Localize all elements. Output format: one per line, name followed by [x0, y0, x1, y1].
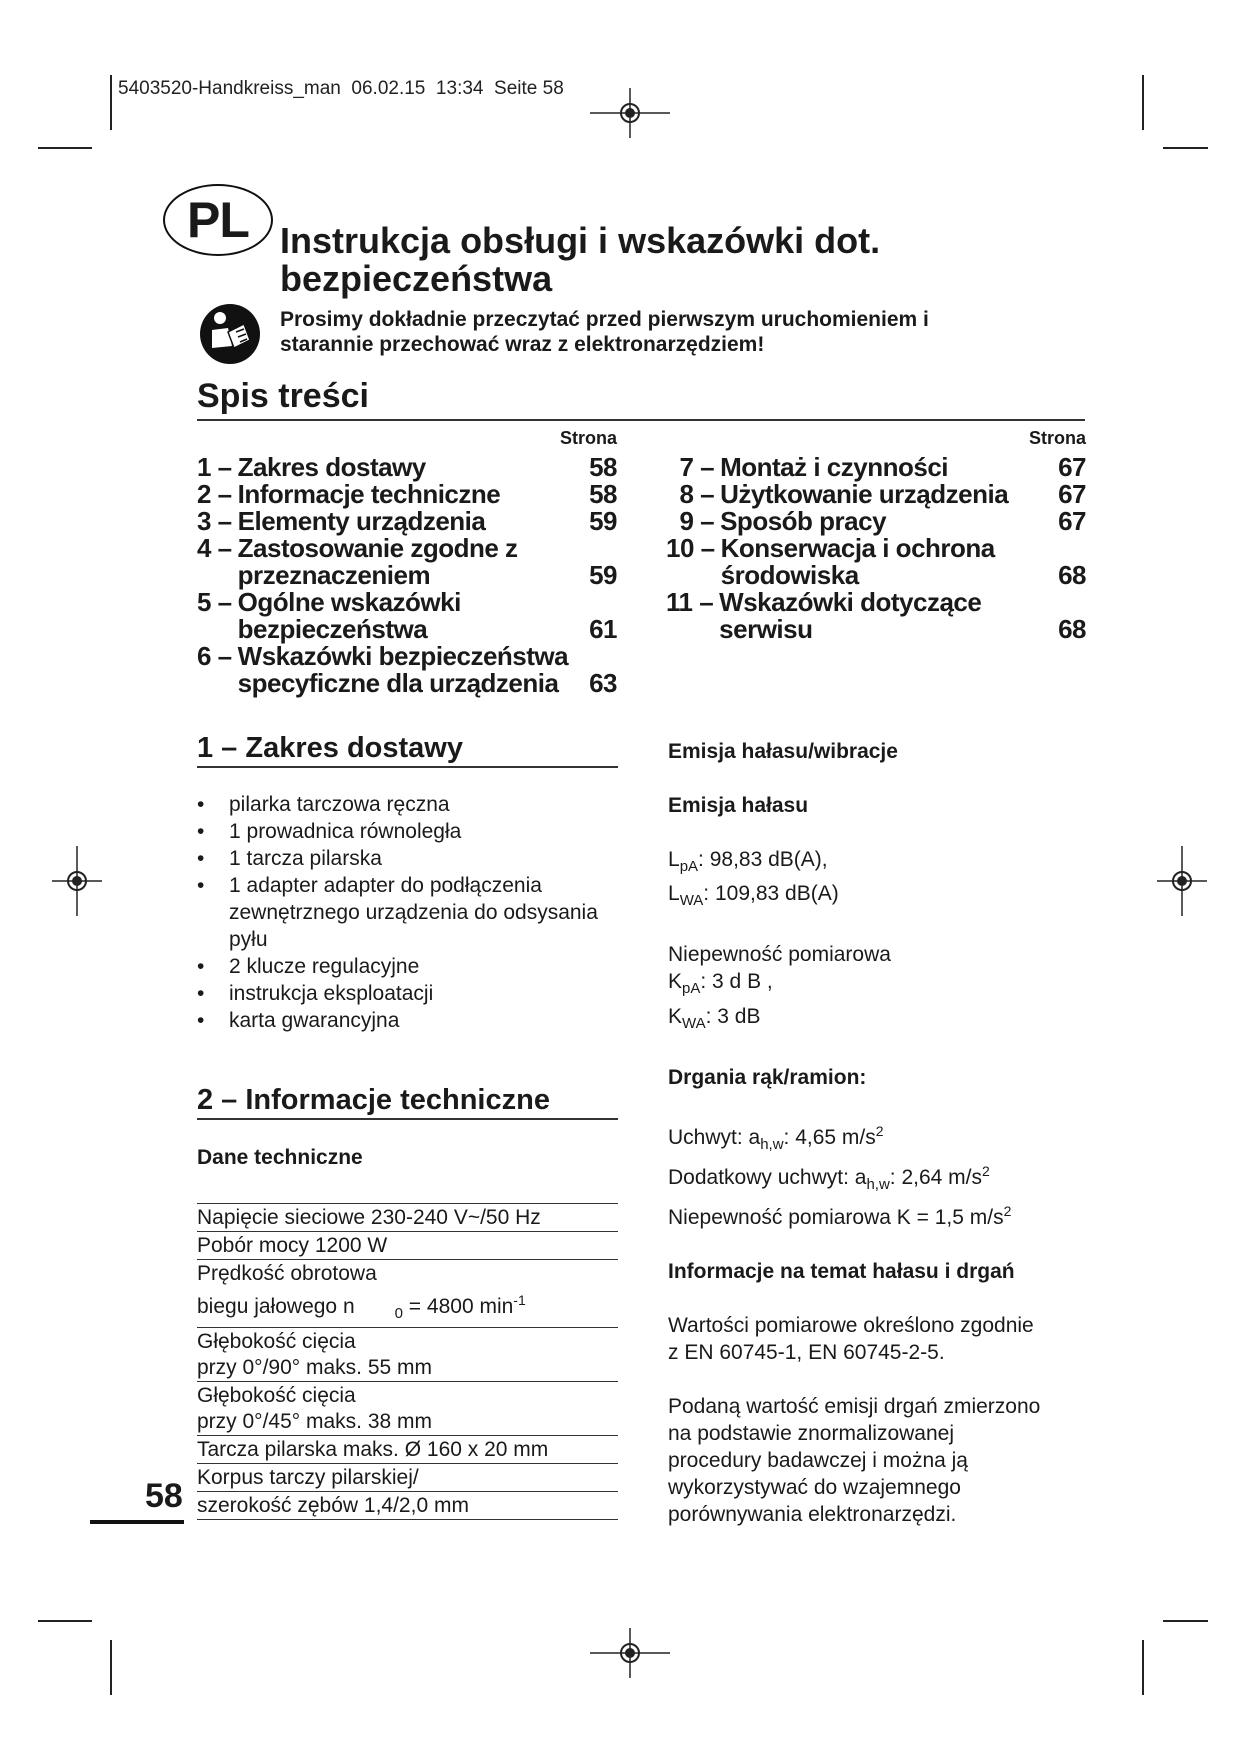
toc-entry-page: 59	[589, 560, 617, 590]
table-cell: Tarcza pilarska maks. Ø 160 x 20 mm	[197, 1438, 549, 1462]
toc-entry	[197, 589, 617, 643]
paragraph: Wartości pomiarowe określono zgodnie z EN 60745-1, EN 60745-2-5.	[668, 1314, 1034, 1365]
toc-entry	[666, 508, 1086, 535]
list-item: • 1 tarcza pilarska	[197, 845, 607, 872]
divider	[197, 766, 618, 768]
toc-entry	[197, 481, 617, 508]
toc-entry-title: Wskazówki bezpieczeństwa specyficzne dla urządzenia	[237, 641, 569, 698]
table-cell: biegu jałowego n $_0$ = 4800 $\min^{-1}$	[197, 1292, 526, 1323]
section-heading: 1 – Zakres dostawy	[197, 732, 463, 764]
toc-heading: Spis treści	[197, 377, 369, 415]
crop-mark	[110, 75, 112, 130]
registration-mark-icon	[590, 1628, 670, 1678]
table-cell: Głębokość cięcia	[197, 1384, 356, 1408]
toc-left	[197, 428, 617, 697]
toc-right	[666, 428, 1086, 643]
crop-mark	[1163, 147, 1208, 149]
toc-entry	[197, 508, 617, 535]
toc-entry-page: 58	[589, 452, 617, 482]
toc-entry-title: Zakres dostawy	[237, 452, 426, 482]
toc-page-label: Strona	[1028, 428, 1086, 448]
kwa-value: $K_{WA}$: 3 dB	[668, 1004, 761, 1032]
toc-entry-page: 58	[589, 479, 617, 509]
print-header: 5403520-Handkreiss_man 06.02.15 13:34 Seite 58	[118, 78, 564, 99]
table-cell: szerokość zębów 1,4/2,0 mm	[197, 1494, 469, 1518]
table-cell: Prędkość obrotowa	[197, 1262, 377, 1285]
toc-page-label: Strona	[559, 428, 617, 448]
list-item: • 1 prowadnica równoległa	[197, 818, 607, 845]
language-badge: PL	[163, 184, 273, 256]
kpa-value: $K_{pA}$: 3 d B ,	[668, 970, 773, 998]
crop-mark	[1163, 1620, 1208, 1622]
vibration-value: Dodatkowy uchwyt: $a_{h,w}$: 2,64 $m/s^2$	[668, 1162, 990, 1194]
page-number: 58	[145, 1477, 183, 1515]
vibration-heading: Drgania rąk/ramion:	[668, 1065, 867, 1089]
vibration-value: Niepewność pomiarowa K = 1,5 $m/s^2$	[668, 1203, 1012, 1230]
toc-entry-page: 67	[1058, 506, 1086, 536]
toc-entry-title: Informacje techniczne	[237, 479, 501, 509]
table-row	[197, 1231, 618, 1259]
list-item: • 1 adapter adapter do podłączenia zewnętrznego urządzenia do odsysania pyłu	[197, 872, 607, 953]
noise-heading: Emisja hałasu	[668, 794, 809, 817]
toc-entry	[666, 481, 1086, 508]
page-title: Instrukcja obsługi i wskazówki dot. bezpieczeństwa	[280, 220, 881, 299]
table-cell: Pobór mocy 1200 W	[197, 1234, 388, 1257]
crop-mark	[1142, 75, 1144, 130]
table-row	[197, 1491, 618, 1520]
toc-entry	[197, 535, 617, 589]
list-item: • 2 klucze regulacyjne	[197, 953, 607, 980]
toc-entry-title: Zastosowanie zgodne z przeznaczeniem	[237, 533, 518, 590]
table-row	[197, 1463, 618, 1491]
toc-entry-number: 3 –	[197, 506, 232, 536]
toc-entry-number: 8 –	[666, 479, 715, 509]
vibration-value: Uchwyt: $a_{h,w}$: 4,65 $m/s^2$	[668, 1122, 884, 1153]
toc-entry-number: 10 –	[666, 533, 715, 563]
table-row	[197, 1259, 618, 1327]
list-item: • karta gwarancyjna	[197, 1007, 607, 1034]
tech-subheading: Dane techniczne	[197, 1146, 363, 1169]
divider	[197, 1118, 618, 1120]
toc-entry-number: 7 –	[666, 452, 715, 482]
crop-mark	[1142, 1640, 1144, 1695]
table-row	[197, 1327, 618, 1381]
toc-entry-number: 9 –	[666, 506, 715, 536]
registration-mark-icon	[1157, 846, 1207, 916]
toc-entry-title: Sposób pracy	[720, 506, 887, 536]
toc-entry	[666, 454, 1086, 481]
toc-entry-page: 67	[1058, 452, 1086, 482]
toc-entry-number: 6 –	[197, 641, 232, 671]
delivery-list	[197, 791, 607, 1034]
toc-entry-page: 67	[1058, 479, 1086, 509]
toc-entry-title: Ogólne wskazówki bezpieczeństwa	[237, 587, 461, 644]
toc-entry	[197, 643, 617, 697]
divider	[197, 419, 1085, 421]
table-cell: przy 0°/90° maks. 55 mm	[197, 1356, 433, 1380]
toc-entry-title: Elementy urządzenia	[237, 506, 486, 536]
toc-entry-number: 11 –	[666, 587, 714, 617]
toc-entry-page: 63	[589, 668, 617, 698]
table-cell: przy 0°/45° maks. 38 mm	[197, 1410, 433, 1434]
list-item: • pilarka tarczowa ręczna	[197, 791, 607, 818]
list-item: • instrukcja eksploatacji	[197, 980, 607, 1007]
toc-entry-title: Montaż i czynności	[720, 452, 949, 482]
toc-entry-page: 68	[1058, 614, 1086, 644]
toc-entry	[666, 535, 1086, 589]
toc-entry-page: 61	[589, 614, 617, 644]
uncertainty-label: Niepewność pomiarowa	[668, 943, 891, 967]
toc-entry-number: 2 –	[197, 479, 232, 509]
table-cell: Korpus tarczy pilarskiej/	[197, 1466, 419, 1490]
toc-entry-number: 1 –	[197, 452, 232, 482]
table-cell: Głębokość cięcia	[197, 1330, 356, 1354]
registration-mark-icon	[590, 88, 670, 138]
toc-entry-page: 59	[589, 506, 617, 536]
read-manual-icon	[198, 302, 262, 366]
section-heading: 2 – Informacje techniczne	[197, 1084, 550, 1116]
table-cell: Napięcie sieciowe 230-240 V~/50 Hz	[197, 1206, 541, 1229]
toc-entry-number: 5 –	[197, 587, 232, 617]
lpa-value: $L_{pA}$: 98,83 dB(A),	[668, 848, 828, 876]
registration-mark-icon	[52, 846, 102, 916]
crop-mark	[38, 1620, 92, 1622]
crop-mark	[110, 1640, 112, 1695]
toc-entry-title: Konserwacja i ochrona środowiska	[720, 533, 995, 590]
toc-entry-title: Użytkowanie urządzenia	[720, 479, 1009, 509]
table-row	[197, 1435, 618, 1463]
crop-mark	[38, 147, 92, 149]
tech-data-table	[197, 1203, 618, 1520]
page-number-rule	[90, 1520, 184, 1524]
toc-entry-page: 68	[1058, 560, 1086, 590]
paragraph: Podaną wartość emisji drgań zmierzono na podstawie znormalizowanej procedury badawczej i można ją wykorzystywać do wzajemnego porównywania elektronarzędzi.	[668, 1395, 1041, 1527]
toc-entry-title: Wskazówki dotyczące serwisu	[719, 587, 982, 644]
toc-entry-number: 4 –	[197, 533, 232, 563]
toc-entry	[666, 589, 1086, 643]
right-column	[668, 738, 1108, 1528]
info-heading: Informacje na temat hałasu i drgań	[668, 1260, 1015, 1284]
intro-text: Prosimy dokładnie przeczytać przed pierwszym uruchomieniem i starannie przechować wraz z elektronarzędziem!	[280, 308, 929, 356]
toc-entry	[197, 454, 617, 481]
lwa-value: $L_{WA}$: 109,83 dB(A)	[668, 882, 839, 910]
table-row	[197, 1203, 618, 1231]
emission-heading: Emisja hałasu/wibracje	[668, 740, 898, 763]
table-row	[197, 1381, 618, 1435]
